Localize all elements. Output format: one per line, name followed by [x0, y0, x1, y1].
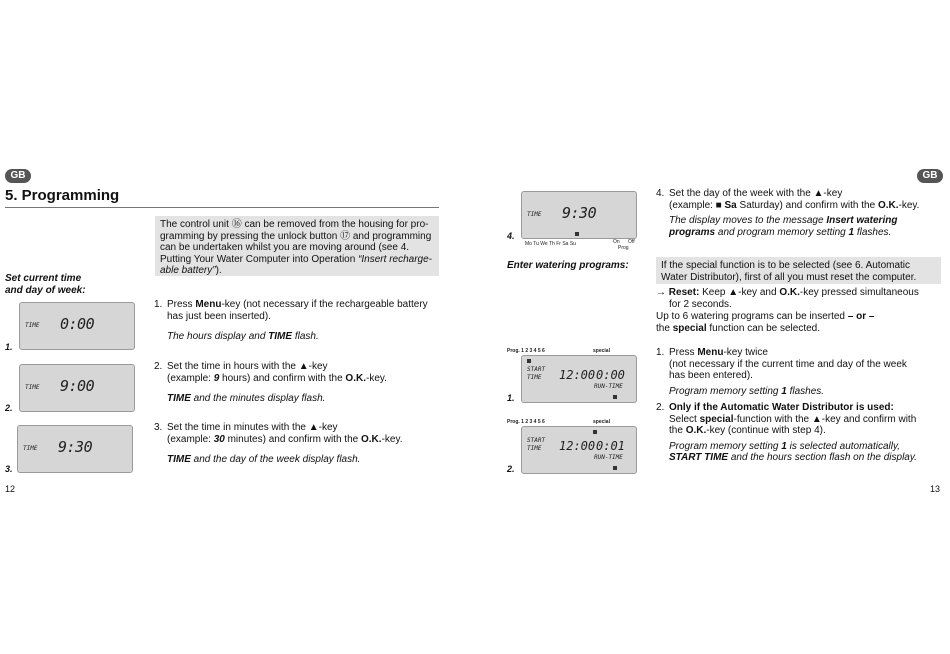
prog-marker — [593, 430, 597, 434]
lcd-display-2 — [19, 364, 135, 412]
step-2: 2. Set the time in hours with the ▲-key (example: 9 hours) and confirm with the O.K.-key. TIME and the minutes display flash. — [154, 361, 387, 404]
lcd-display-1 — [19, 302, 135, 350]
start-time-value: 12:00 — [559, 368, 596, 382]
prog-label: Prog — [618, 245, 629, 251]
set-time-label: Set current time and day of week: — [5, 273, 86, 296]
display-step-1: 1. — [5, 342, 13, 352]
display-step-4: 4. — [507, 231, 515, 241]
lcd-value: 9:30 — [562, 204, 597, 222]
step-1: 1. Press Menu-key (not necessary if the rechargeable battery has just been inserted). The hours display and TIME flash. — [154, 299, 428, 342]
reset-instruction: → Reset: Keep ▲-key and O.K.-key pressed simultaneous for 2 seconds. — [656, 287, 919, 310]
prog-step-1: 1. — [507, 393, 515, 403]
off-label: Off — [628, 239, 635, 245]
title-rule — [5, 207, 439, 208]
special-label: special — [593, 419, 610, 425]
prog-row: Prog. 1 2 3 4 5 6 — [507, 419, 545, 425]
run-time-value: 0:01 — [596, 439, 625, 453]
intro-box — [155, 216, 439, 276]
page-number-right: 13 — [930, 484, 941, 494]
lcd-time-label: TIME — [25, 322, 40, 329]
step-4: 4. Set the day of the week with the ▲-key (example: ■ Sa Saturday) and confirm with the O.K.-key. The display moves to the message Insert watering programs and program memory setting 1 flashes. — [656, 188, 920, 238]
program-step-2: 2. Only if the Automatic Water Distributor is used: Select special-function with the ▲-key and confirm with the O.K.-key (continue with step 4). Program memory setting 1 is selected automatically, START TIME and the hours section flash on the display. — [656, 402, 917, 463]
lcd-value: 9:30 — [58, 438, 93, 456]
page-number-left: 12 — [5, 484, 16, 494]
lcd-display-3 — [17, 425, 133, 473]
lcd-value: 9:00 — [60, 377, 95, 395]
language-badge-left: GB — [5, 169, 31, 183]
page-title: 5. Programming — [5, 187, 120, 204]
display-step-3: 3. — [5, 464, 13, 474]
programs-info: Up to 6 watering programs can be inserted – or – the special function can be selected. — [656, 311, 875, 334]
special-label: special — [593, 348, 610, 354]
enter-programs-label: Enter watering programs: — [507, 260, 629, 271]
program-step-1: 1. Press Menu-key twice (not necessary if the current time and day of the week has been entered). Program memory setting 1 flashes. — [656, 347, 907, 397]
lcd-value: 0:00 — [60, 315, 95, 333]
display-step-2: 2. — [5, 403, 13, 413]
weekday-row: Mo Tu We Th Fr Sa Su — [525, 241, 576, 247]
day-marker — [575, 232, 579, 236]
prog-marker — [527, 359, 531, 363]
language-badge-right: GB — [917, 169, 943, 183]
lcd-time-label: TIME — [23, 445, 38, 452]
prog-step-2: 2. — [507, 464, 515, 474]
lcd-display-day — [521, 191, 637, 239]
intro-text: The control unit ⑯ can be removed from the housing for pro-gramming by pressing the unlock button ⑰ and programming can be undertaken whilst you are moving around (see 4. Putting Your Water Computer into Operation — [160, 219, 432, 265]
prog-row: Prog. 1 2 3 4 5 6 — [507, 348, 545, 354]
intro-italic: “Insert recharge-able battery” — [160, 253, 432, 276]
lcd-program-1: START TIME 12:00 0:00 RUN-TIME — [521, 355, 637, 403]
lcd-program-2: START TIME 12:00 0:01 RUN-TIME — [521, 426, 637, 474]
lcd-time-label: TIME — [527, 211, 542, 218]
run-time-value: 0:00 — [596, 368, 625, 382]
special-function-box: If the special function is to be selected (see 6. Automatic Water Distributor), first of all you must reset the computer. — [656, 257, 941, 284]
start-time-value: 12:00 — [559, 439, 596, 453]
intro-end: ). — [215, 265, 222, 276]
step-3: 3. Set the time in minutes with the ▲-key (example: 30 minutes) and confirm with the O.K.-key. TIME and the day of the week display flash. — [154, 422, 403, 465]
on-label: On — [613, 239, 620, 245]
lcd-time-label: TIME — [25, 384, 40, 391]
